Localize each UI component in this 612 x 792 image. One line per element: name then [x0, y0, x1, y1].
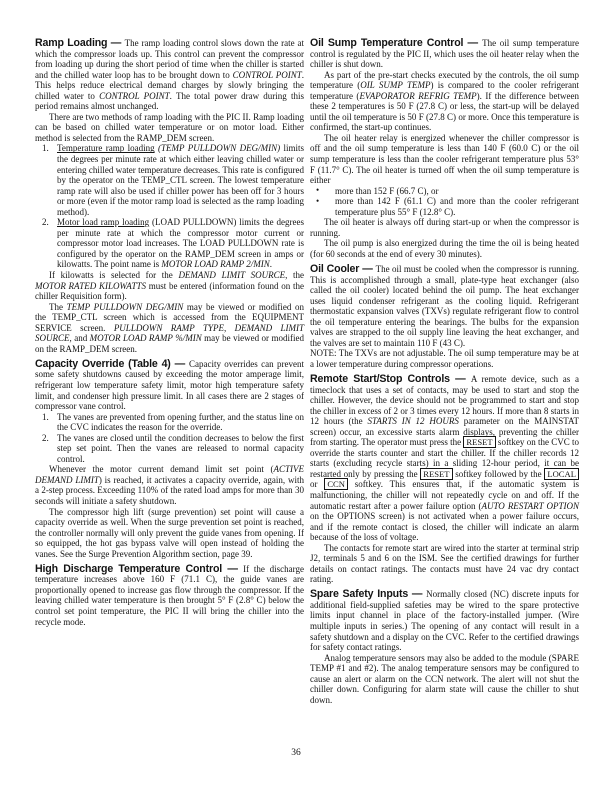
- right-column: [310, 38, 579, 705]
- softkey-box: CCN: [324, 478, 348, 490]
- paragraph: [35, 507, 304, 560]
- text-run: The oil pump is also energized during the time the oil is being heated (for 60 seconds at the end of every 30 minutes).: [310, 238, 579, 259]
- paragraph: [310, 348, 579, 369]
- text-run: more than 152 F (66.7 C), or: [335, 185, 439, 196]
- text-run: The contacts for remote start are wired into the starter at terminal strip J2, terminals 5 and 6 on the ISM. See the certified drawings for further details on contact ratings. The contacts must have 24 vac dry contact rating.: [310, 542, 579, 585]
- text-run: (LOAD PULLDOWN) limits the degrees per minute rate at which the compressor motor current or compressor motor load increases. The LOAD PULLDOWN rate is configured by the operator on the RAMP_DEM screen in amps or kilowatts. The point name is: [57, 217, 305, 270]
- numbered-list-item: [35, 412, 304, 433]
- bullet-marker: •: [316, 185, 320, 196]
- text-run: . This helps reduce electrical demand charges by slowly bringing the chilled water to: [35, 69, 304, 101]
- text-run: on the OPTIONS screen) is not activated when a power failure occurs, and if the remote contact is closed, the chiller will indicate an alarm because of the loss of voltage.: [310, 511, 579, 543]
- text-run: A remote device, such as a timeclock that uses a set of contacts, may be used to start and stop the chiller. However, the device should not be programmed to start and stop the chiller in excess of 2 or 3 times every 12 hours. If more than 8 starts in 12 hours (the: [310, 373, 579, 427]
- softkey-box: RESET: [420, 468, 452, 480]
- paragraph: [35, 270, 304, 302]
- text-run: The compressor high lift (surge prevention) set point will cause a capacity override as well. When the surge prevention set point is reached, the controller normally will only prevent the guide vanes from opening. If so equipped, the hot gas bypass valve will open instead of holding the vanes. See the Surge Prevention Algorithm section, page 39.: [35, 506, 304, 559]
- text-run: may be viewed or modified on the TEMP_CTL screen which is accessed from the EQUIPMENT SERVICE screen.: [35, 301, 304, 333]
- italic-term: MOTOR LOAD RAMP %/MIN: [89, 333, 202, 344]
- paragraph: [310, 238, 579, 259]
- section-lead-paragraph: [310, 589, 579, 652]
- text-run: The vanes are prevented from opening further, and the status line on the CVC indicates the reason for the override.: [57, 411, 304, 433]
- italic-term: STARTS IN 12 HOURS: [367, 416, 459, 427]
- section-heading: High Discharge Temperature Control —: [35, 562, 244, 575]
- text-run: softkey followed by the: [452, 468, 545, 479]
- underlined-term: Motor load ramp loading: [57, 217, 150, 228]
- numbered-list-item: [35, 217, 304, 270]
- paragraph: [35, 464, 304, 506]
- text-run: and: [71, 333, 90, 344]
- section-lead-paragraph: [310, 264, 579, 348]
- paragraph: [310, 653, 579, 706]
- section-lead-paragraph: [35, 359, 304, 412]
- section-lead-paragraph: [310, 374, 579, 543]
- text-run: As part of the pre-start checks executed by the controls, the oil sump temperature (: [310, 69, 579, 91]
- paragraph: [35, 112, 304, 144]
- section-lead-paragraph: [35, 564, 304, 627]
- text-run: softkey on the CVC to override the starts counter and start the chiller. If the chiller records 12 starts (excluding recycle starts) in a sliding 12-hour period, it can be restarted only by pressing the: [310, 437, 579, 479]
- left-column: [35, 38, 304, 627]
- text-run: . The total power draw during this period remains almost unchanged.: [35, 90, 304, 112]
- paragraph: [35, 302, 304, 355]
- page-number: 36: [291, 748, 301, 758]
- list-number: 2.: [42, 432, 49, 443]
- text-run: The oil sump temperature control is regulated by the PIC II, which uses the oil heater relay when the chiller is shut down.: [310, 38, 579, 70]
- italic-term: OIL SUMP TEMP: [360, 80, 431, 91]
- text-run: Analog temperature sensors may also be added to the module (SPARE TEMP #1 and #2). The analog temperature sensors may be configured to cause an alert or alarm on the CCN network. The alert will not shut the chiller down. Configuring for alarm state will cause the chiller to shut down.: [310, 652, 579, 705]
- text-run: ) is reached, it activates a capacity override, again, with a 2-step process. Exceeding 110% of the rated load amps for more than 30 seconds will initiate a safety shutdown.: [35, 474, 304, 507]
- numbered-list-item: [35, 433, 304, 465]
- text-run: , the: [285, 270, 304, 281]
- text-run: more than 142 F (61.1 C) and more than the cooler refrigerant temperature plus 55° F (12.8° C).: [335, 196, 579, 217]
- bullet-list-item: [310, 196, 579, 217]
- text-run: The oil must be cooled when the compressor is running. This is accomplished through a small, plate-type heat exchanger (also called the oil cooler) located behind the oil pump. The heat exchanger uses liquid condenser refrigerant as the cooling liquid. Refrigerant thermostatic expansion valves (TXVs) regulate refrigerant flow to control the oil temperature entering the bearings. The bulbs for the expansion valves are strapped to the oil supply line leaving the heat exchanger, and the valves are set to maintain 110 F (43 C).: [310, 263, 579, 348]
- list-number: 1.: [42, 143, 49, 154]
- italic-term: MOTOR RATED KILOWATTS: [35, 280, 146, 291]
- section-heading: Ramp Loading —: [35, 37, 125, 49]
- text-run: If kilowatts is selected for the: [49, 270, 179, 281]
- softkey-box: RESET: [463, 436, 495, 448]
- italic-term: EVAPORATOR REFRIG TEMP: [359, 90, 477, 101]
- italic-term: MOTOR LOAD RAMP 2/MIN: [161, 259, 270, 270]
- text-run: ) is compared to the cooler refrigerant temperature (: [310, 80, 580, 101]
- text-run: or: [310, 479, 325, 490]
- text-run: The oil heater is always off during start-up or when the compressor is running.: [310, 217, 579, 238]
- text-run: parameter on the MAINSTAT screen) occur, an excessive starts alarm displays, preventing the chiller from starting. The operator must press the: [310, 416, 579, 448]
- list-number: 2.: [42, 217, 49, 228]
- list-number: 1.: [42, 411, 49, 422]
- paragraph: [310, 133, 579, 186]
- text-run: The vanes are closed until the condition decreases to below the first step set point. Then the vanes are released to normal capacity control.: [57, 432, 304, 464]
- text-run: Whenever the motor current demand limit set point (: [49, 464, 274, 475]
- italic-term: (TEMP PULLDOWN DEG/MIN): [158, 143, 281, 154]
- italic-term: ACTIVE DEMAND LIMIT: [35, 464, 304, 485]
- italic-term: TEMP PULLDOWN DEG/MIN: [66, 301, 184, 312]
- text-run: The ramp loading control slows down the rate at which the compressor loads up. This control can prevent the compressor from loading up during the short period of time when the chiller is started and the chilled water loop has to be brought down to: [35, 38, 304, 80]
- paragraph: [310, 70, 579, 133]
- section-heading: Oil Sump Temperature Control —: [310, 37, 483, 49]
- text-run: NOTE: The TXVs are not adjustable. The oil sump temperature may be at a lower temperature during compressor operations.: [310, 348, 579, 369]
- section-lead-paragraph: [35, 38, 304, 112]
- text-run: ). If the difference between these 2 temperatures is 50 F (27.8 C) or less, the start-up will be delayed until the oil temperature is 50 F (27.8 C) or more. Once this temperature is confirmed, the start-up continues.: [310, 90, 579, 133]
- section-heading: Capacity Override (Table 4) —: [35, 357, 189, 370]
- bullet-list-item: [310, 186, 579, 197]
- bullet-marker: •: [316, 195, 320, 206]
- text-run: Capacity overrides can prevent some safety shutdowns caused by exceeding the motor amperage limit, refrigerant low temperature safety limit, motor high temperature safety limit, and condenser high pressure limit. In all cases there are 2 stages of compressor vane control.: [35, 358, 304, 412]
- text-run: The: [49, 301, 67, 312]
- text-run: may be viewed or modified on the RAMP_DEM screen.: [35, 333, 304, 354]
- text-run: softkey. This ensures that, if the automatic system is malfunctioning, the chiller will not repeatedly cycle on and off. If the automatic restart after a power failure option (: [310, 479, 579, 511]
- paragraph: [310, 217, 579, 238]
- italic-term: CONTROL POINT: [232, 69, 302, 80]
- text-run: must be entered (information found on the chiller Requisition form).: [35, 280, 304, 302]
- section-heading: Oil Cooler —: [310, 262, 376, 275]
- italic-term: AUTO RESTART OPTION: [481, 500, 579, 511]
- text-run: If the discharge temperature increases above 160 F (71.1 C), the guide vanes are proportionally opened to increase gas flow through the compressor. If the leaving chilled water temperature is then brought 5° F (2.8° C) below the control set point temperature, the PIC II will bring the chiller into the recycle mode.: [35, 563, 304, 627]
- softkey-box: LOCAL: [544, 468, 579, 480]
- text-run: Normally closed (NC) discrete inputs for additional field-supplied safeties may be wired to the spare protective limits input channel in place of the factory-installed jumper. (Wire multiple inputs in series.) The opening of any contact will result in a safety shutdown and a display on the CVC. Refer to the certified drawings for safety contact ratings.: [310, 589, 579, 653]
- paragraph: [310, 543, 579, 585]
- italic-term: DEMAND LIMIT SOURCE: [178, 270, 286, 281]
- italic-term: PULLDOWN RAMP TYPE, DEMAND LIMIT SOURCE,: [35, 322, 304, 344]
- text-run: There are two methods of ramp loading with the PIC II. Ramp loading can be based on chilled water temperature or on motor load. Either method is selected from the RAMP_DEM screen.: [35, 111, 304, 143]
- text-run: The oil heater relay is energized whenever the chiller compressor is off and the oil sump temperature is less than 140 F (60.0 C) or the oil sump temperature is less than the cooler refrigerant temperature plus 53° F (11.7° C). The oil heater is turned off when the oil sump temperature is either: [310, 132, 579, 186]
- text-run: .: [269, 259, 272, 270]
- italic-term: CONTROL POINT: [99, 90, 170, 101]
- underlined-term: Temperature ramp loading: [57, 143, 155, 154]
- section-heading: Remote Start/Stop Controls —: [310, 372, 471, 385]
- section-heading: Spare Safety Inputs —: [310, 588, 427, 601]
- numbered-list-item: [35, 143, 304, 217]
- text-run: limits the degrees per minute rate at which either leaving chilled water or entering chilled water temperature decreases. This rate is configured by the operator on the TEMP_CTL screen. The lowest temperature ramp rate will also be used if chiller power has been off for 3 hours or more (even if the motor ramp load is selected as the ramp loading method).: [57, 143, 304, 217]
- section-lead-paragraph: [310, 38, 579, 70]
